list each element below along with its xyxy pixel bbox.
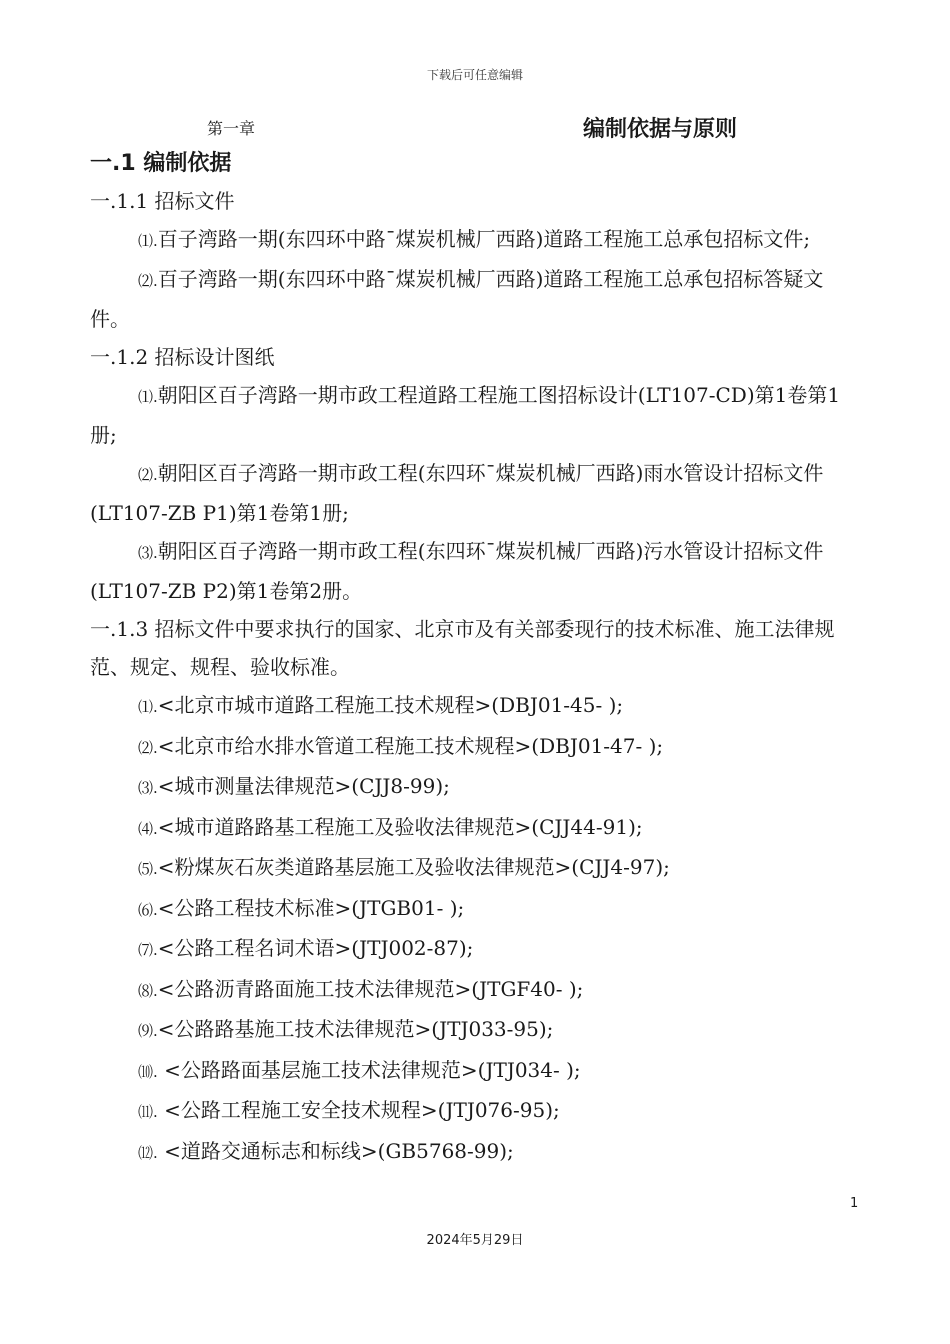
list-item: ⑶.朝阳区百子湾路一期市政工程(东四环¯煤炭机械厂西路)污水管设计招标文件(LT107-ZB P2)第1卷第2册。 bbox=[90, 539, 824, 603]
subsection-heading: 一.1.1 招标文件 bbox=[90, 189, 235, 213]
list-item: ⑼.<公路路基施工技术法律规范>(JTJ033-95); bbox=[138, 1017, 554, 1041]
list-item: ⑵.朝阳区百子湾路一期市政工程(东四环¯煤炭机械厂西路)雨水管设计招标文件(LT107-ZB P1)第1卷第1册; bbox=[90, 461, 824, 525]
subsection-heading: 一.1.3 招标文件中要求执行的国家、北京市及有关部委现行的技术标准、施工法律规范、规定、规程、验收标准。 bbox=[90, 617, 835, 679]
header-note: 下载后可任意编辑 bbox=[426, 68, 523, 82]
chapter-heading bbox=[0, 112, 950, 142]
list-item: ⑴.<北京市城市道路工程施工技术规程>(DBJ01-45- ); bbox=[138, 693, 624, 717]
list-item: ⑴.朝阳区百子湾路一期市政工程道路工程施工图招标设计(LT107-CD)第1卷第1册; bbox=[90, 383, 841, 447]
list-item: ⑻.<公路沥青路面施工技术法律规范>(JTGF40- ); bbox=[138, 976, 584, 1001]
subsection-heading: 一.1.2 招标设计图纸 bbox=[90, 345, 275, 369]
document-body bbox=[90, 146, 860, 1172]
list-item: ⑸.<粉煤灰石灰类道路基层施工及验收法律规范>(CJJ4-97); bbox=[138, 855, 670, 879]
page-number: 1 bbox=[850, 1196, 859, 1211]
list-item: ⑿. <道路交通标志和标线>(GB5768-99); bbox=[138, 1138, 514, 1163]
list-item: ⑺.<公路工程名词术语>(JTJ002-87); bbox=[138, 936, 474, 960]
list-item: ⑽. <公路路面基层施工技术法律规范>(JTJ034- ); bbox=[138, 1057, 581, 1082]
list-item: ⑶.<城市测量法律规范>(CJJ8-99); bbox=[138, 774, 450, 798]
section-heading: 一.1 编制依据 bbox=[90, 151, 232, 176]
list-item: ⑴.百子湾路一期(东四环中路¯煤炭机械厂西路)道路工程施工总承包招标文件; bbox=[138, 227, 811, 251]
list-item: ⑾. <公路工程施工安全技术规程>(JTJ076-95); bbox=[138, 1098, 560, 1122]
list-item: ⑵.<北京市给水排水管道工程施工技术规程>(DBJ01-47- ); bbox=[138, 733, 664, 758]
list-item: ⑷.<城市道路路基工程施工及验收法律规范>(CJJ44-91); bbox=[138, 814, 643, 839]
list-item: ⑹.<公路工程技术标准>(JTGB01- ); bbox=[138, 895, 465, 920]
chapter-number: 第一章 bbox=[207, 119, 256, 138]
footer-date: 2024年5月29日 bbox=[426, 1233, 524, 1248]
chapter-title: 编制依据与原则 bbox=[583, 117, 738, 142]
list-item: ⑵.百子湾路一期(东四环中路¯煤炭机械厂西路)道路工程施工总承包招标答疑文件。 bbox=[90, 267, 824, 331]
